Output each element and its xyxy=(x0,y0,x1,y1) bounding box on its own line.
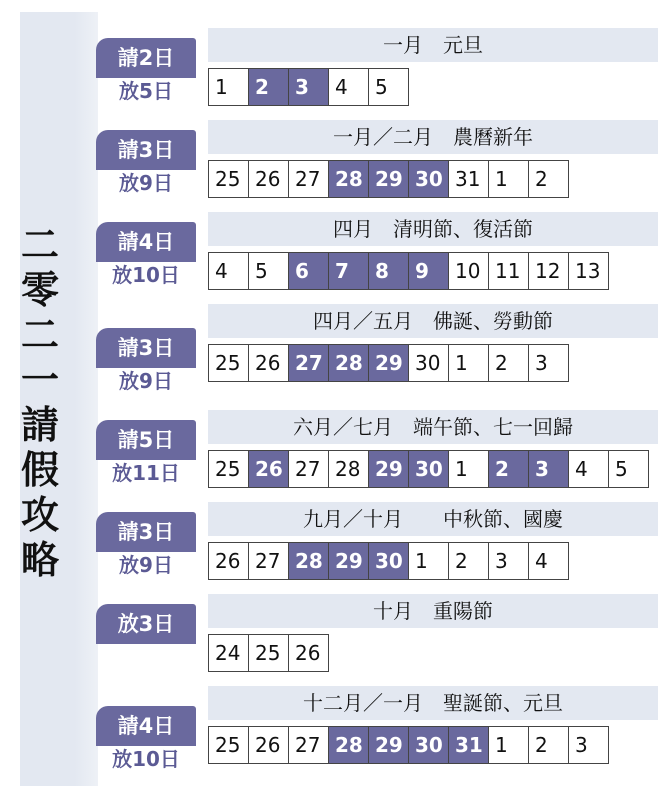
date-cell: 30 xyxy=(409,345,449,381)
leave-date-cell: 6 xyxy=(289,253,329,289)
date-cell: 25 xyxy=(209,451,249,487)
date-strip xyxy=(208,450,649,488)
date-cell: 1 xyxy=(489,161,529,197)
date-cell: 1 xyxy=(409,543,449,579)
leave-days-tab: 放3日 xyxy=(96,604,196,644)
leave-date-cell: 28 xyxy=(289,543,329,579)
leave-days-tab: 請3日 xyxy=(96,512,196,552)
holiday-header: 四月／五月 佛誕、勞動節 xyxy=(208,304,658,338)
date-cell: 3 xyxy=(529,345,569,381)
date-strip xyxy=(208,344,569,382)
title-char: 攻 xyxy=(20,492,59,537)
date-cell: 1 xyxy=(449,451,489,487)
date-cell: 26 xyxy=(249,161,289,197)
date-cell: 4 xyxy=(329,69,369,105)
date-cell: 2 xyxy=(529,727,569,763)
date-cell: 25 xyxy=(209,345,249,381)
off-days-label: 放10日 xyxy=(112,747,180,771)
date-cell: 27 xyxy=(289,161,329,197)
leave-date-cell: 3 xyxy=(289,69,329,105)
leave-date-cell: 28 xyxy=(329,345,369,381)
leave-date-cell: 2 xyxy=(489,451,529,487)
leave-date-cell: 29 xyxy=(369,345,409,381)
date-cell: 27 xyxy=(289,727,329,763)
date-strip xyxy=(208,634,329,672)
title-char: 二 xyxy=(20,312,59,357)
holiday-header: 一月 元旦 xyxy=(208,28,658,62)
date-cell: 1 xyxy=(449,345,489,381)
holiday-header: 四月 清明節、復活節 xyxy=(208,212,658,246)
off-days-label: 放9日 xyxy=(119,553,173,577)
date-cell: 12 xyxy=(529,253,569,289)
holiday-header: 九月／十月 中秋節、國慶 xyxy=(208,502,658,536)
date-strip xyxy=(208,68,409,106)
date-cell: 5 xyxy=(249,253,289,289)
date-cell: 25 xyxy=(249,635,289,671)
date-cell: 26 xyxy=(209,543,249,579)
date-cell: 26 xyxy=(289,635,329,671)
leave-date-cell: 29 xyxy=(369,727,409,763)
leave-date-cell: 30 xyxy=(409,451,449,487)
date-cell: 2 xyxy=(489,345,529,381)
date-strip xyxy=(208,252,609,290)
date-cell: 26 xyxy=(249,345,289,381)
vertical-title xyxy=(20,222,60,582)
leave-date-cell: 30 xyxy=(369,543,409,579)
date-cell: 28 xyxy=(329,451,369,487)
date-cell: 27 xyxy=(289,451,329,487)
date-cell: 1 xyxy=(209,69,249,105)
leave-date-cell: 28 xyxy=(329,727,369,763)
date-cell: 4 xyxy=(209,253,249,289)
leave-date-cell: 9 xyxy=(409,253,449,289)
title-char: 一 xyxy=(20,357,59,402)
date-cell: 26 xyxy=(249,727,289,763)
holiday-header: 六月／七月 端午節、七一回歸 xyxy=(208,410,658,444)
date-cell: 1 xyxy=(489,727,529,763)
date-strip xyxy=(208,160,569,198)
title-char: 假 xyxy=(20,447,59,492)
leave-days-tab: 請5日 xyxy=(96,420,196,460)
title-char: 二 xyxy=(20,222,59,267)
date-cell: 25 xyxy=(209,727,249,763)
leave-date-cell: 26 xyxy=(249,451,289,487)
leave-days-tab: 請3日 xyxy=(96,328,196,368)
date-cell: 2 xyxy=(449,543,489,579)
leave-days-tab: 請2日 xyxy=(96,38,196,78)
date-cell: 11 xyxy=(489,253,529,289)
leave-days-tab: 請4日 xyxy=(96,222,196,262)
leave-date-cell: 29 xyxy=(369,451,409,487)
off-days-label: 放11日 xyxy=(112,461,180,485)
leave-date-cell: 7 xyxy=(329,253,369,289)
leave-date-cell: 27 xyxy=(289,345,329,381)
date-cell: 4 xyxy=(529,543,569,579)
date-cell: 4 xyxy=(569,451,609,487)
date-cell: 10 xyxy=(449,253,489,289)
off-days-label: 放9日 xyxy=(119,171,173,195)
leave-days-tab: 請4日 xyxy=(96,706,196,746)
date-cell: 3 xyxy=(569,727,609,763)
holiday-header: 十月 重陽節 xyxy=(208,594,658,628)
off-days-label: 放10日 xyxy=(112,263,180,287)
leave-date-cell: 30 xyxy=(409,727,449,763)
date-strip xyxy=(208,542,569,580)
leave-date-cell: 31 xyxy=(449,727,489,763)
title-char: 零 xyxy=(20,267,59,312)
leave-date-cell: 29 xyxy=(369,161,409,197)
leave-date-cell: 30 xyxy=(409,161,449,197)
leave-date-cell: 29 xyxy=(329,543,369,579)
holiday-header: 十二月／一月 聖誕節、元旦 xyxy=(208,686,658,720)
date-cell: 31 xyxy=(449,161,489,197)
date-cell: 24 xyxy=(209,635,249,671)
date-cell: 5 xyxy=(609,451,649,487)
date-cell: 5 xyxy=(369,69,409,105)
title-char: 請 xyxy=(20,402,59,447)
off-days-label: 放5日 xyxy=(119,79,173,103)
leave-date-cell: 2 xyxy=(249,69,289,105)
holiday-header: 一月／二月 農曆新年 xyxy=(208,120,658,154)
title-char: 略 xyxy=(20,537,59,582)
date-cell: 2 xyxy=(529,161,569,197)
date-cell: 25 xyxy=(209,161,249,197)
leave-date-cell: 3 xyxy=(529,451,569,487)
date-strip xyxy=(208,726,609,764)
leave-days-tab: 請3日 xyxy=(96,130,196,170)
date-cell: 3 xyxy=(489,543,529,579)
leave-date-cell: 28 xyxy=(329,161,369,197)
off-days-label: 放9日 xyxy=(119,369,173,393)
date-cell: 13 xyxy=(569,253,609,289)
leave-date-cell: 8 xyxy=(369,253,409,289)
date-cell: 27 xyxy=(249,543,289,579)
